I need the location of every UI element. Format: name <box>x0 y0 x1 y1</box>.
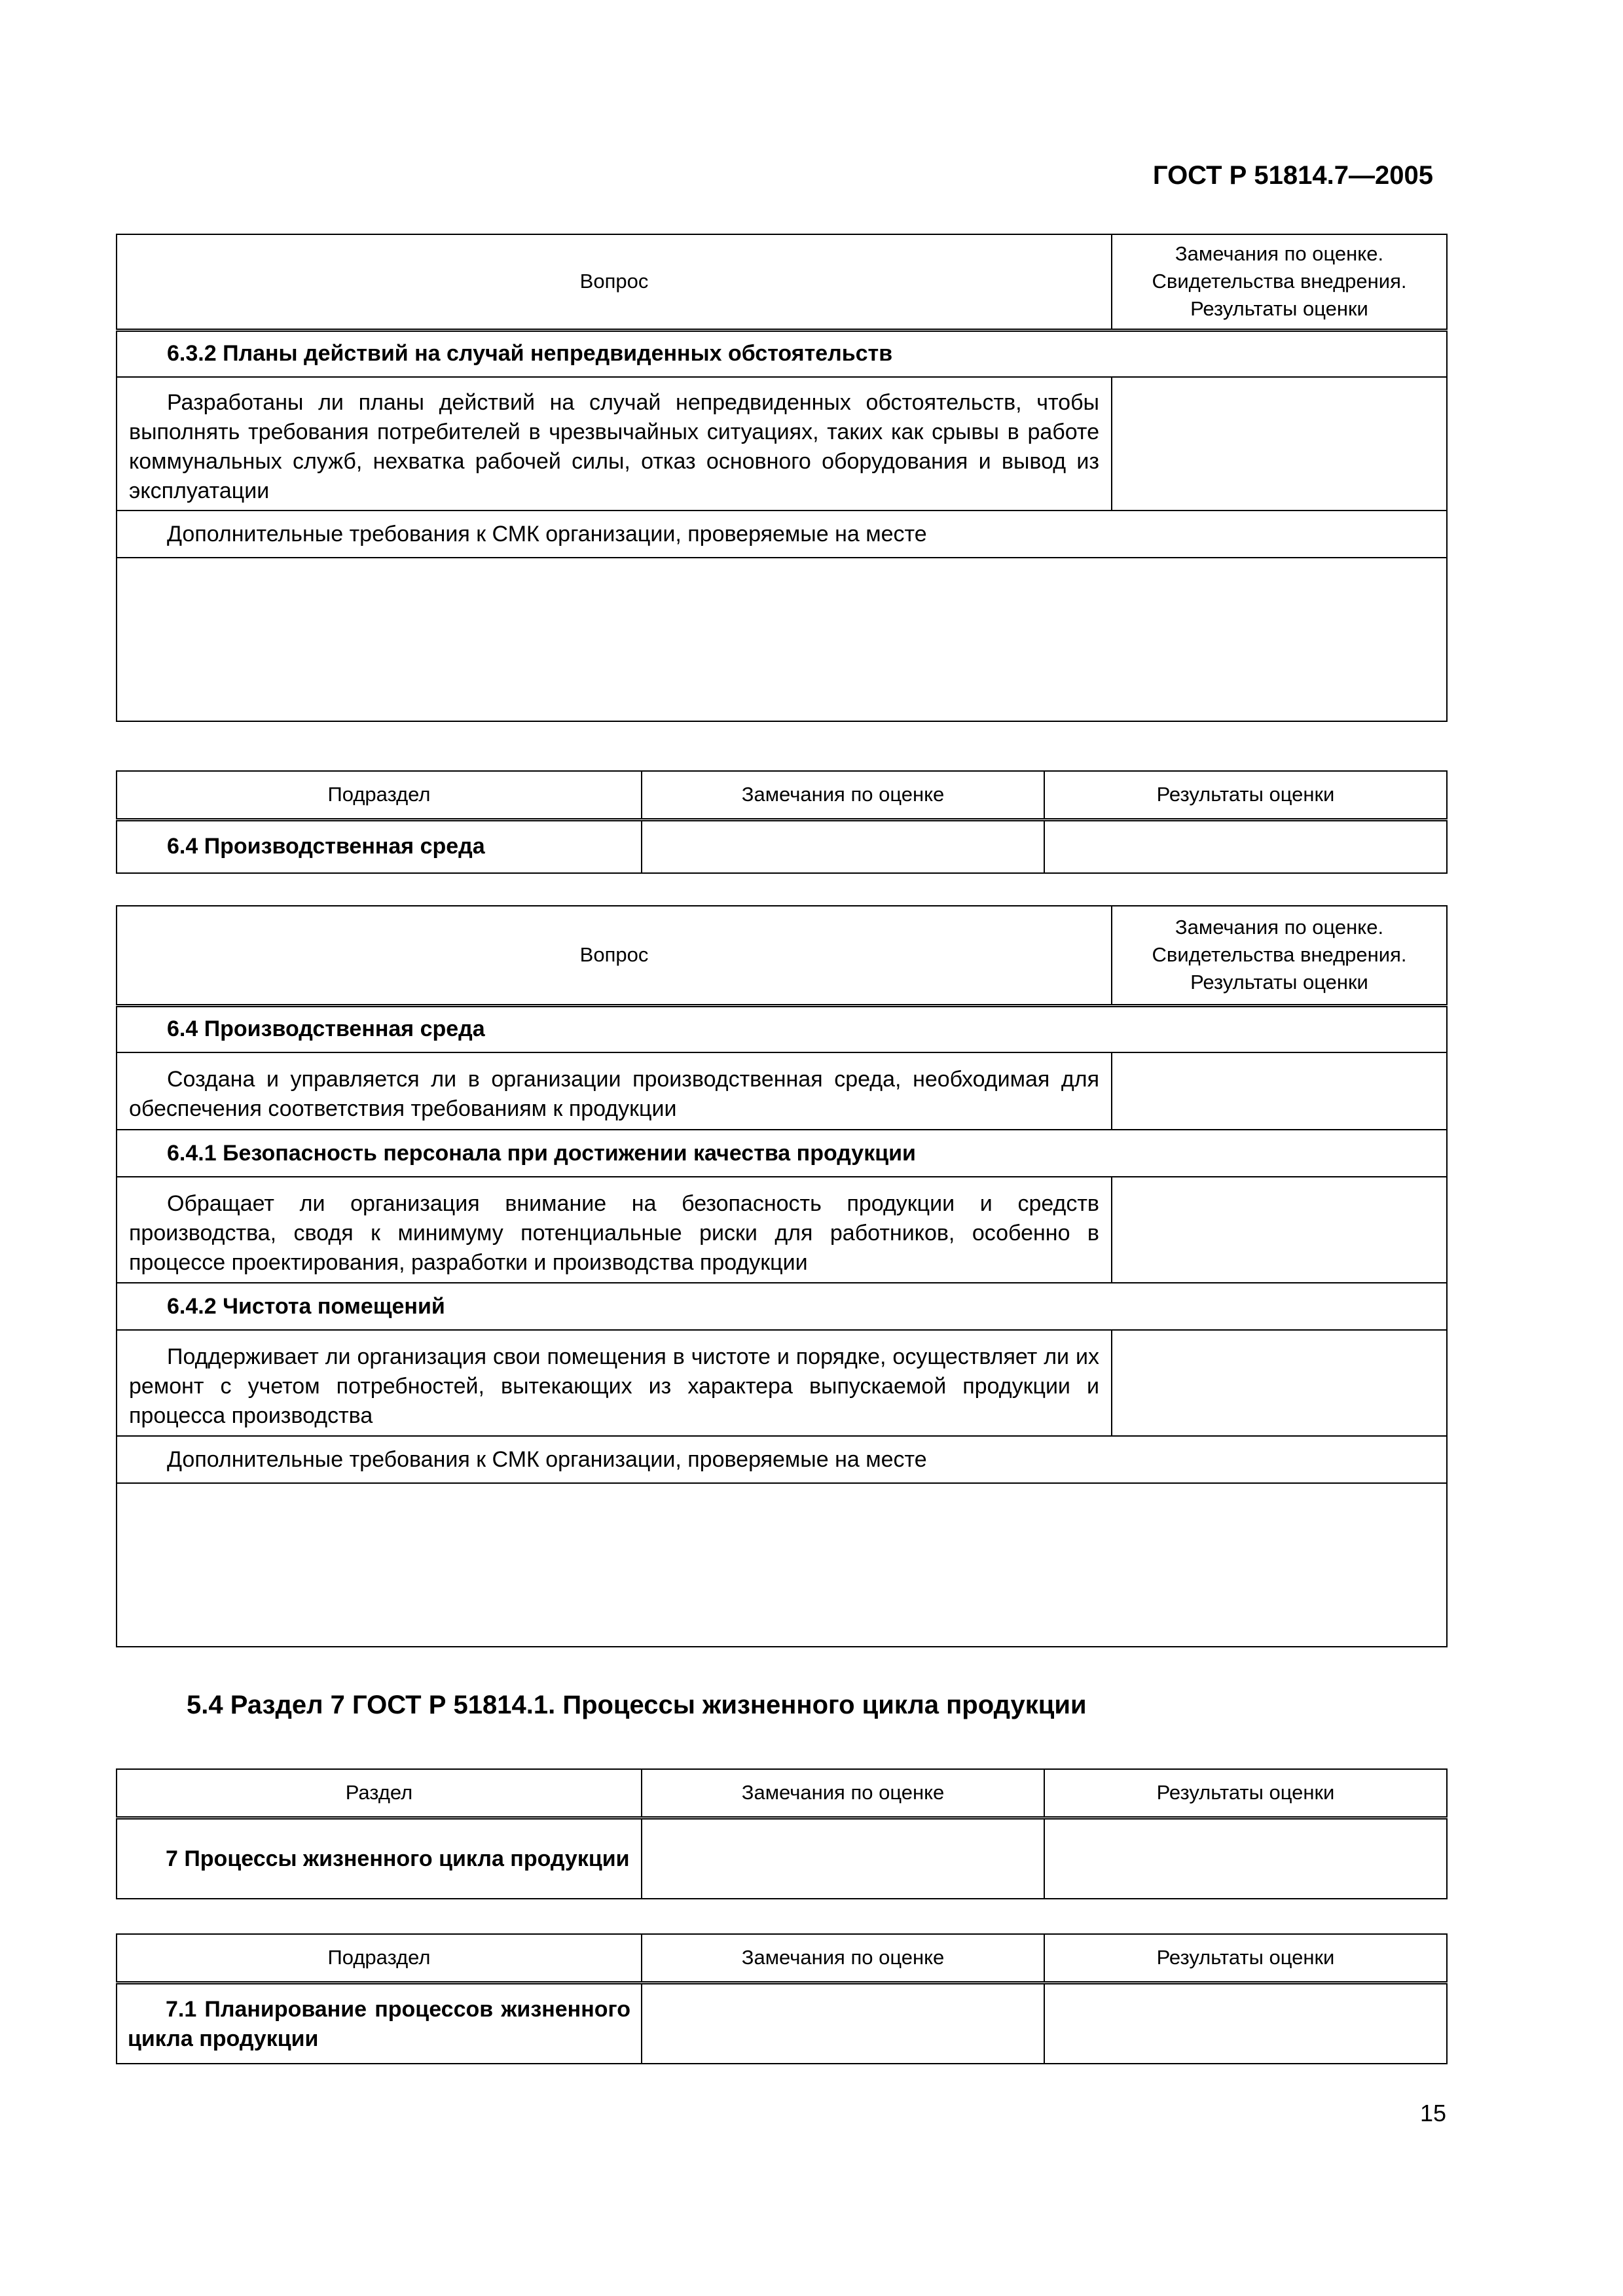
notes-cell[interactable] <box>1112 1177 1447 1283</box>
subsection-title: 6.4 Производственная среда <box>117 819 642 873</box>
results-cell[interactable] <box>1044 1982 1447 2064</box>
results-cell[interactable] <box>1044 819 1447 873</box>
subsection-title-7-1: 7.1 Планирование процессов жизненного цикла продукции <box>117 1982 642 2064</box>
extra-requirements-label: Дополнительные требования к СМК организации, проверяемые на месте <box>117 511 1447 558</box>
question-table-6-4 <box>116 905 1448 1647</box>
col-header-results: Результаты оценки <box>1044 1934 1447 1982</box>
section-title-6-4: 6.4 Производственная среда <box>117 1005 1447 1052</box>
question-text-6-4-1: Обращает ли организация внимание на безопасность продукции и средств производства, сводя к минимуму потенциальные риски для работников, особенно в процессе проектирования, разработки и производства продукции <box>117 1177 1112 1283</box>
question-text: Разработаны ли планы действий на случай непредвиденных обстоятельств, чтобы выполнять требования потребителей в чрезвычайных ситуациях, таких как срывы в работе коммунальных служб, нехватка рабочей силы, отказ основного оборудования и вывод из эксплуатации <box>117 377 1112 511</box>
col-header-question: Вопрос <box>117 906 1112 1005</box>
section-title-6-4-1: 6.4.1 Безопасность персонала при достижении качества продукции <box>117 1130 1447 1177</box>
col-header-notes: Замечания по оценке <box>642 771 1044 819</box>
col-header-results: Результаты оценки <box>1044 1769 1447 1818</box>
extra-requirements-area[interactable] <box>117 1483 1447 1647</box>
col-header-notes: Замечания по оценке. Свидетельства внедрения. Результаты оценки <box>1112 234 1447 330</box>
col-header-section: Раздел <box>117 1769 642 1818</box>
question-text-6-4-2: Поддерживает ли организация свои помещения в чистоте и порядке, осуществляет ли их ремонт с учетом потребностей, вытекающих из характера выпускаемой продукции и процесса производства <box>117 1330 1112 1436</box>
results-cell[interactable] <box>1044 1818 1447 1899</box>
col-header-question: Вопрос <box>117 234 1112 330</box>
page-number: 15 <box>1419 2100 1446 2126</box>
section-title: 6.3.2 Планы действий на случай непредвиденных обстоятельств <box>117 330 1447 377</box>
notes-cell[interactable] <box>642 1982 1044 2064</box>
question-table-6-3-2 <box>116 234 1448 722</box>
notes-cell[interactable] <box>1112 1052 1447 1130</box>
extra-requirements-label: Дополнительные требования к СМК организации, проверяемые на месте <box>117 1436 1447 1483</box>
section-table-7 <box>116 1768 1448 1899</box>
notes-cell[interactable] <box>642 1818 1044 1899</box>
document-code: ГОСТ Р 51814.7—2005 <box>1152 161 1433 190</box>
col-header-results: Результаты оценки <box>1044 771 1447 819</box>
question-text-6-4: Создана и управляется ли в организации производственная среда, необходимая для обеспечения соответствия требованиям к продукции <box>117 1052 1112 1130</box>
notes-cell[interactable] <box>1112 1330 1447 1436</box>
col-header-subsection: Подраздел <box>117 1934 642 1982</box>
col-header-notes: Замечания по оценке. Свидетельства внедрения. Результаты оценки <box>1112 906 1447 1005</box>
section-heading: 5.4 Раздел 7 ГОСТ Р 51814.1. Процессы жизненного цикла продукции <box>187 1691 1087 1719</box>
section-title-6-4-2: 6.4.2 Чистота помещений <box>117 1283 1447 1330</box>
col-header-notes: Замечания по оценке <box>642 1769 1044 1818</box>
extra-requirements-area[interactable] <box>117 558 1447 721</box>
subsection-table-6-4 <box>116 770 1448 874</box>
subsection-table-7-1 <box>116 1933 1448 2064</box>
notes-cell[interactable] <box>1112 377 1447 511</box>
notes-cell[interactable] <box>642 819 1044 873</box>
col-header-notes: Замечания по оценке <box>642 1934 1044 1982</box>
section-title-7: 7 Процессы жизненного цикла продукции <box>117 1818 642 1899</box>
col-header-subsection: Подраздел <box>117 771 642 819</box>
